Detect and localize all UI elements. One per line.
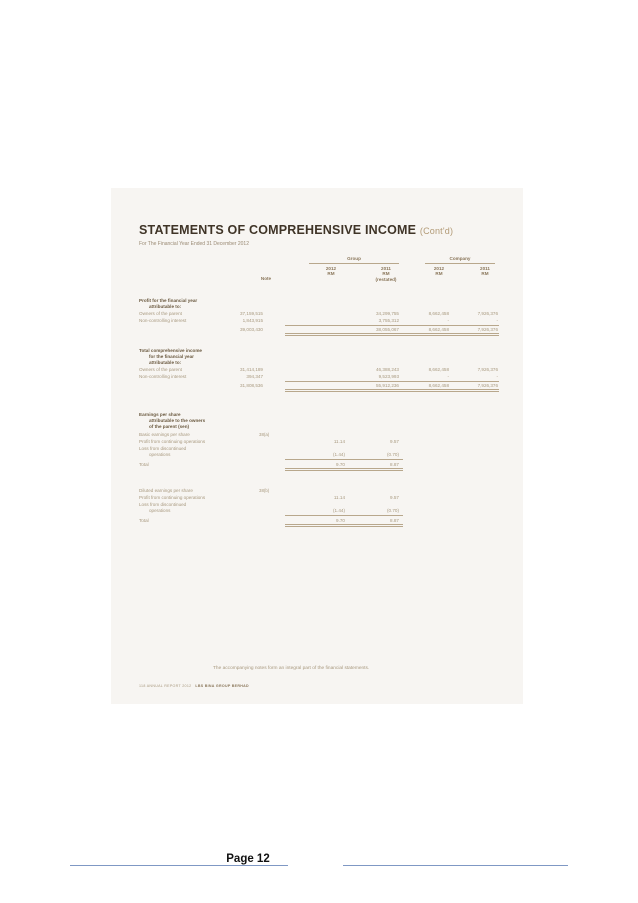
table-cell: (1.44): [332, 452, 345, 457]
company-header-rule: [425, 263, 495, 264]
table-cell: 11.14: [333, 495, 345, 500]
row-label: operations: [149, 452, 171, 457]
column-header: 2011 RM: [480, 266, 490, 277]
table-cell: 31,414,189: [240, 367, 263, 372]
row-label: Owners of the parent: [139, 311, 182, 316]
subtotal-rule: [285, 325, 499, 326]
table-cell: (0.70): [386, 452, 399, 457]
row-label: Non-controlling interest: [139, 374, 187, 379]
section-heading: attributable to the owners: [149, 418, 206, 423]
page-footer-bar: [70, 861, 568, 869]
footer-note: The accompanying notes form an integral part of the financial statements.: [213, 666, 370, 671]
table-cell: 31,808,536: [240, 383, 263, 388]
row-label: Loss from discontinued: [139, 502, 187, 507]
table-cell: 7,926,376: [477, 311, 498, 316]
table-cell: 9,523,993: [378, 374, 399, 379]
table-cell: 9.57: [390, 495, 399, 500]
page-number: Page 12: [226, 853, 270, 865]
table-cell: 39,003,430: [240, 327, 263, 332]
table-cell: 11.14: [333, 439, 345, 444]
table-cell: 1,843,915: [242, 318, 263, 323]
table-cell: 38,055,067: [376, 327, 399, 332]
row-label: Loss from discontinued: [139, 446, 187, 451]
footer-rule-right: [343, 865, 568, 866]
table-cell: (1.44): [332, 508, 345, 513]
group-header-rule: [309, 263, 399, 264]
row-label: Profit from continuing operations: [139, 439, 206, 444]
section-heading: Total comprehensive income: [139, 348, 202, 353]
section-heading: for the financial year: [149, 354, 194, 359]
table-cell: 8,662,458: [428, 383, 449, 388]
note-header: Note: [260, 276, 272, 281]
table-cell: 9.70: [336, 462, 345, 467]
section-heading: attributable to:: [149, 304, 182, 309]
table-cell: 37,159,515: [240, 311, 263, 316]
statement-title: STATEMENTS OF COMPREHENSIVE INCOME (Cont'd): [139, 223, 454, 237]
company-header: Company: [449, 256, 471, 261]
note-ref: 38(a): [259, 432, 270, 437]
subtotal-rule: [285, 381, 499, 382]
table-cell: 34,299,755: [376, 311, 399, 316]
table-cell: -: [496, 374, 498, 379]
table-cell: 9.57: [390, 439, 399, 444]
total-rule: [285, 470, 403, 471]
row-label: Owners of the parent: [139, 367, 182, 372]
table-cell: -: [496, 318, 498, 323]
folio: 118 ANNUAL REPORT 2012 LBS BINA GROUP BERHAD: [139, 684, 249, 688]
column-header: 2012 RM: [325, 266, 337, 277]
total-rule: [285, 526, 403, 527]
row-label: Total: [139, 518, 149, 523]
table-cell: 7,926,376: [477, 367, 498, 372]
table-cell: -: [447, 318, 449, 323]
statement-subtitle: For The Financial Year Ended 31 December 2012: [139, 241, 249, 247]
note-ref: 38(b): [259, 488, 270, 493]
title-suffix: (Cont'd): [419, 226, 454, 236]
table-cell: 46,388,243: [376, 367, 399, 372]
row-label: Profit from continuing operations: [139, 495, 206, 500]
row-label: Diluted earnings per share: [139, 488, 193, 493]
table-cell: 3,755,312: [378, 318, 399, 323]
table-cell: 9.70: [336, 518, 345, 523]
section-heading: Earnings per share: [139, 412, 181, 417]
table-cell: 7,926,376: [477, 383, 498, 388]
footer-rule-left: [70, 865, 288, 866]
total-rule: [285, 391, 499, 392]
total-rule: [285, 335, 499, 336]
group-header: Group: [347, 256, 361, 261]
subtotal-rule: [285, 459, 403, 460]
row-label: Basic earnings per share: [139, 432, 190, 437]
column-header: 2011 RM (restated): [375, 266, 397, 282]
section-heading: of the parent (sen): [149, 424, 190, 429]
column-header: 2012 RM: [433, 266, 445, 277]
section-heading: attributable to:: [149, 360, 182, 365]
table-cell: 8,662,458: [428, 327, 449, 332]
table-cell: 8,662,458: [428, 311, 449, 316]
table-cell: 8.87: [390, 462, 399, 467]
subtotal-rule: [285, 515, 403, 516]
row-label: Total: [139, 462, 149, 467]
scanned-page: [111, 188, 523, 704]
table-cell: 7,926,376: [477, 327, 498, 332]
table-cell: (0.70): [386, 508, 399, 513]
row-label: operations: [149, 508, 171, 513]
table-cell: 55,912,236: [376, 383, 399, 388]
section-heading: Profit for the financial year: [139, 298, 198, 303]
row-label: Non-controlling interest: [139, 318, 187, 323]
table-cell: -: [447, 374, 449, 379]
table-cell: 8,662,458: [428, 367, 449, 372]
table-cell: 8.87: [390, 518, 399, 523]
table-cell: 394,347: [246, 374, 263, 379]
